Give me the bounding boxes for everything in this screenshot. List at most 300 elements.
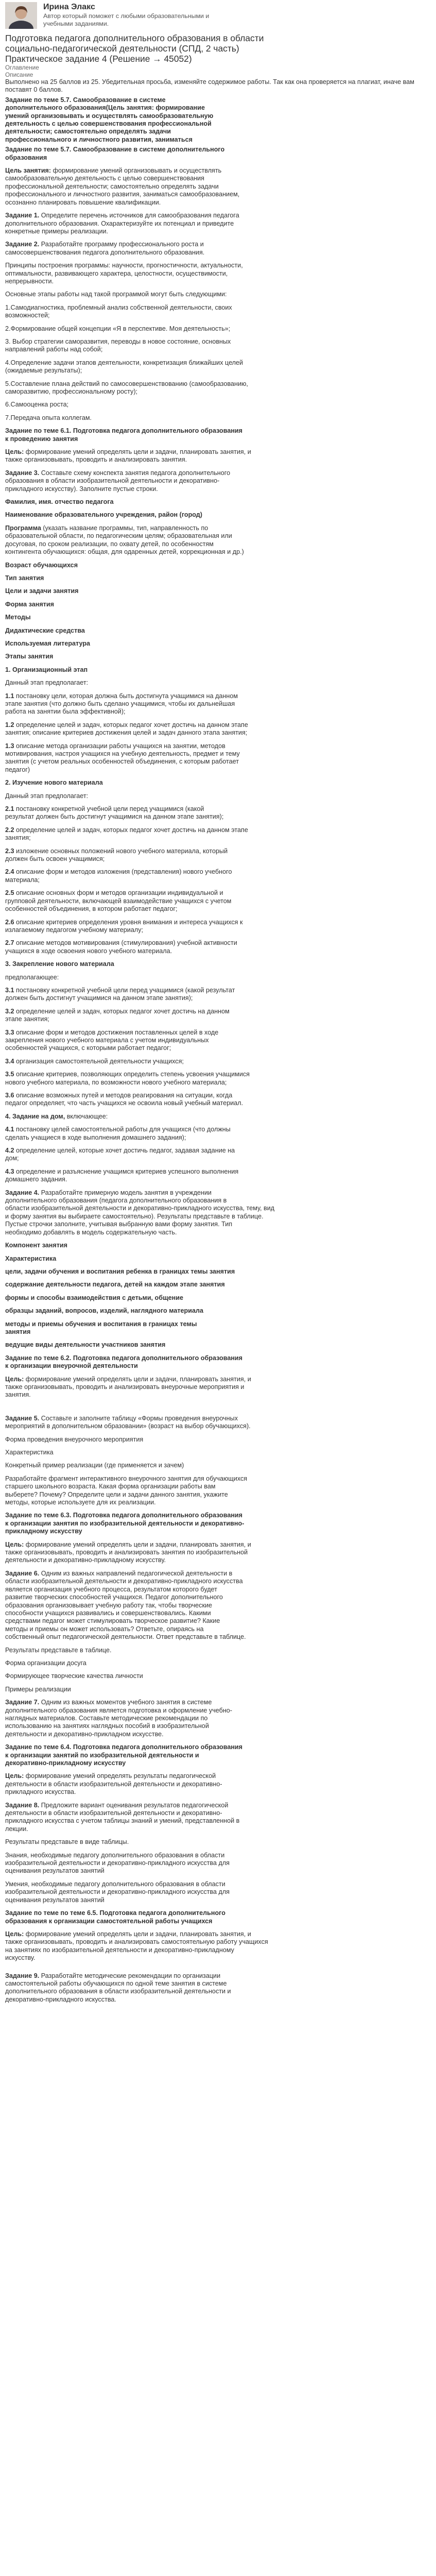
line-label: 3.5: [5, 1071, 14, 1078]
text-line-labeled: [5, 1570, 421, 1578]
text-line: групповой деятельности, включающей взаимодействие учащихся с учетом: [5, 897, 232, 905]
author-about: Автор который поможет с любыми образовательными и учебными заданиями.: [43, 12, 210, 27]
author-avatar[interactable]: [5, 2, 37, 29]
text-line: также организовывать, проводить и анализировать занятия.: [5, 456, 187, 464]
line-label: Задание 4.: [5, 1189, 40, 1196]
text-line-labeled: [5, 241, 421, 248]
text-line-labeled: [5, 469, 421, 477]
paragraph-spacer: [5, 969, 421, 974]
text-line: Данный этап предполагает:: [5, 679, 89, 687]
paragraph-spacer: [5, 396, 421, 401]
text-line: прикладного искусства.: [5, 1788, 76, 1796]
paragraph-spacer: [5, 1121, 421, 1126]
text-line: также организовывать, проводить и анализировать самостоятельную работу учащихся: [5, 1938, 268, 1946]
text-line: самостоятельной работы обучающихся по одной теме занятия в системе: [5, 1979, 227, 1987]
task-title-line: Практическое задание 4 (Решение → 45052): [5, 54, 192, 64]
text-line-labeled: [5, 1058, 421, 1065]
line-label: 2.1: [5, 805, 14, 813]
text-line: области изобразительной деятельности и декоративно-прикладного искусства: [5, 1578, 243, 1585]
text-line: 7.Передача опыта коллегам.: [5, 414, 92, 421]
text-line: средствами педагог может стимулировать творческое развитие? Какие: [5, 1617, 220, 1625]
line-label: 2.5: [5, 889, 14, 897]
heading-line: к организации занятия по изобразительной деятельности и декоративно-: [5, 1519, 245, 1527]
line-label: 2.2: [5, 826, 14, 834]
text-line: дополнительного образования. Охарактеризуйте их потенциал и приведите: [5, 219, 234, 227]
text-line: особенностей учащихся, с которыми работает педагог;: [5, 1044, 171, 1052]
document-body: [5, 96, 421, 2004]
heading-line: формы и способы взаимодействия с детьми, общение: [5, 1294, 184, 1301]
paragraph-spacer: [5, 464, 421, 469]
text-line: старшего школьного возраста. Какая форма организации работы вам: [5, 1483, 216, 1490]
text-line: Данный этап предполагает:: [5, 792, 89, 800]
paragraph-spacer: [5, 1263, 421, 1268]
text-line: Знания, необходимые педагогу дополнительного образования в области: [5, 1851, 225, 1859]
text-line-labeled: [5, 1092, 421, 1099]
heading-line: Задание по теме 6.2. Подготовка педагога дополнительного образования: [5, 1354, 243, 1362]
paragraph-spacer: [5, 661, 421, 666]
paragraph-spacer: [5, 207, 421, 212]
text-line: 5.Составление плана действий по самосовершенствованию (самообразованию,: [5, 380, 248, 387]
paragraph-spacer: [5, 1276, 421, 1281]
heading-line: к организации внеурочной деятельности: [5, 1362, 138, 1370]
paragraph-spacer: [5, 842, 421, 848]
text-line: образовательной области, по педагогическим целям; образовательная или: [5, 532, 232, 540]
text-line: оптимальности, развивающего характера, целостности, осуществимости,: [5, 269, 228, 277]
line-text: Определите перечень источников для самообразования педагога: [39, 212, 239, 219]
paragraph-spacer: [5, 716, 421, 721]
paragraph-spacer: [5, 1302, 421, 1307]
text-line-labeled: [5, 1168, 421, 1176]
line-text: формирование умений определять цели и задачи, планировать занятия, и: [24, 1375, 251, 1383]
line-label: 3.2: [5, 1007, 14, 1015]
paragraph-spacer: [5, 674, 421, 679]
text-line-labeled: [5, 1126, 421, 1133]
text-line: профессиональной деятельности; самостоятельно определять задачи: [5, 182, 219, 190]
text-line: педагог определяет, что часть учащихся не освоила новый учебный материал.: [5, 1099, 243, 1107]
line-text: постановку целей самостоятельной работы для учащихся (что должны: [14, 1126, 231, 1133]
line-label: 4.3: [5, 1167, 14, 1175]
line-text: определение целей и задач, которых педагог хочет достичь на данном этапе: [14, 721, 248, 728]
line-label: 3.6: [5, 1092, 14, 1099]
line-text: Составьте и заполните таблицу «Формы проведения внеурочных: [39, 1414, 238, 1422]
text-line: предполагающее:: [5, 973, 59, 981]
text-line: Пустые строчки заполните, учитывая выбранную вами форму занятия. Тип: [5, 1221, 233, 1228]
paragraph-spacer: [5, 1315, 421, 1320]
text-line-labeled: [5, 1189, 421, 1197]
text-line: использованию на занятиях наглядных пособий в изобразительной: [5, 1722, 209, 1730]
paragraph-spacer: [5, 1536, 421, 1541]
line-label: Цель:: [5, 1930, 24, 1938]
text-line: Разработайте фрагмент интерактивного внеурочного занятия для обучающихся: [5, 1475, 248, 1482]
paragraph-spacer: [5, 1108, 421, 1113]
text-line: деятельности в области изобразительной деятельности и декоративно-: [5, 1809, 222, 1817]
paragraph-spacer: [5, 955, 421, 960]
paragraph-spacer: [5, 622, 421, 627]
paragraph-spacer: [5, 354, 421, 359]
text-line: закрепления нового учебного материала с учетом индивидуальных: [5, 1036, 209, 1044]
paragraph-spacer: [5, 1846, 421, 1852]
line-label: 1.3: [5, 742, 14, 750]
paragraph-spacer: [5, 1003, 421, 1008]
text-line-labeled: [5, 1972, 421, 1980]
paragraph-spacer: [5, 884, 421, 889]
line-label: 2.6: [5, 918, 14, 926]
heading-line: Задание по теме 6.3. Подготовка педагога дополнительного образования: [5, 1512, 243, 1519]
text-line: Результаты представьте в таблице.: [5, 1646, 112, 1654]
line-text: описание метода организации работы учащихся на занятии, методов: [14, 742, 225, 750]
heading-line: 2. Изучение нового материала: [5, 779, 103, 787]
text-line: Конкретный пример реализации (где применяется и зачем): [5, 1462, 184, 1469]
text-line: излагаемому педагогом учебному материалу;: [5, 926, 143, 934]
paragraph-spacer: [5, 422, 421, 427]
heading-line: Задание по теме 6.1. Подготовка педагога дополнительного образования: [5, 427, 243, 435]
text-line: методы, которые используете для их реализации.: [5, 1499, 156, 1506]
paragraph-spacer: [5, 1797, 421, 1802]
text-line-labeled: [5, 1008, 421, 1015]
text-line: 1.Самодиагностика, проблемный анализ собственной деятельности, своих: [5, 303, 232, 311]
paragraph-spacer: [5, 1904, 421, 1909]
paragraph-spacer: [5, 235, 421, 241]
text-line-labeled: [5, 868, 421, 876]
text-line: досуговая, по сроком реализации, по охвату детей, по особенностям: [5, 540, 214, 548]
line-text: Разработайте примерную модель занятия в учреждении: [39, 1189, 212, 1196]
line-text: Разработайте программу профессионального роста и: [39, 241, 204, 248]
line-text: формирование умений определять цели и задачи, планировать занятия, и: [24, 1930, 251, 1938]
text-line: этапе занятия (что должно быть сделано учащимися, чтобы их дальнейшая: [5, 700, 235, 707]
text-line-labeled: [5, 889, 421, 897]
paragraph-spacer: [5, 635, 421, 640]
paragraph-spacer: [5, 981, 421, 987]
paragraph-spacer: [5, 1087, 421, 1092]
line-label: 2.7: [5, 939, 14, 947]
text-line: способности учащихся развивались и совершенствовались. Какими: [5, 1609, 211, 1617]
paragraph-spacer: [5, 1962, 421, 1972]
description-label: Описание: [5, 71, 33, 78]
text-line-labeled: [5, 1930, 421, 1938]
text-line: осознанно планировать повышение квалификации.: [5, 198, 161, 206]
paragraph-spacer: [5, 285, 421, 291]
heading-line: образцы заданий, вопросов, изделий, наглядного материала: [5, 1307, 204, 1315]
line-text: (указать название программы, тип, направленность по: [41, 524, 208, 532]
heading-line: Задание по теме по теме 6.5. Подготовка педагога дополнительного: [5, 1909, 225, 1917]
paragraph-spacer: [5, 1767, 421, 1772]
paragraph-spacer: [5, 257, 421, 262]
heading-line: занятия: [5, 1328, 31, 1335]
paragraph-spacer: [5, 1565, 421, 1570]
text-line-labeled: [5, 1699, 421, 1706]
line-label: Задание 9.: [5, 1972, 40, 1979]
heading-line: прикладному искусству: [5, 1528, 82, 1535]
heading-line: Компонент занятия: [5, 1242, 68, 1249]
text-line-labeled: [5, 1071, 421, 1078]
text-line: контингента обучающихся: общая, для одаренных детей, коррекционная и др.): [5, 548, 244, 556]
line-text: формирование умений определять цели и задачи, планировать занятия, и: [24, 448, 251, 456]
contents-label[interactable]: Оглавление: [5, 64, 39, 71]
paragraph-spacer: [5, 821, 421, 826]
text-line: занятия; описание критериев достижения целей и задач данного этапа занятия;: [5, 729, 248, 737]
heading-line: Задание по теме 5.7. Самообразование в системе дополнительного: [5, 146, 225, 154]
paragraph-spacer: [5, 1693, 421, 1699]
line-text: описание методов мотивирования (стимулирования) учебной активности: [14, 939, 237, 947]
paragraph-spacer: [5, 774, 421, 779]
paragraph-spacer: [5, 1506, 421, 1512]
text-line: результат должен быть достигнут учащимися на данном этапе занятия);: [5, 813, 224, 821]
line-text: формирование умений определять результаты педагогической: [24, 1772, 216, 1780]
text-line-labeled: [5, 1376, 421, 1383]
task-title-line: Подготовка педагога дополнительного образования в области: [5, 33, 264, 43]
heading-line: к организации занятий по изобразительной деятельности и: [5, 1751, 199, 1759]
text-line: выберете? Почему? Определите цели и задачи данного занятия, укажите: [5, 1490, 228, 1498]
text-line-labeled: [5, 448, 421, 456]
text-line-labeled: [5, 939, 421, 947]
text-line: прикладного искусства с учетом таблицы знаний и умений, представленной в: [5, 1817, 240, 1825]
paragraph-spacer: [5, 162, 421, 167]
line-text: описание основных форм и методов организации индивидуальной и: [14, 889, 223, 897]
paragraph-spacer: [5, 787, 421, 792]
line-label: Цель занятия:: [5, 167, 51, 175]
line-label: Программа: [5, 524, 41, 532]
author-profile: [5, 2, 421, 33]
line-text: описание критериев определения уровня внимания и интереса учащихся к: [14, 918, 243, 926]
line-text: Одним из важных моментов учебного занятия в системе: [39, 1699, 212, 1706]
heading-line: методы и приемы обучения и воспитания в границах темы: [5, 1320, 197, 1328]
text-line: нового учебного материала, по возможности нового учебного материала;: [5, 1078, 227, 1086]
text-line-labeled: [5, 805, 421, 813]
line-label: Цель:: [5, 448, 24, 456]
text-line: сделать учащиеся в ходе выполнения домашнего задания);: [5, 1133, 186, 1141]
paragraph-spacer: [5, 1236, 421, 1242]
paragraph-spacer: [5, 1370, 421, 1376]
paragraph-spacer: [5, 1875, 421, 1880]
line-label: Задание 2.: [5, 241, 40, 248]
text-line-labeled: [5, 721, 421, 729]
paragraph-spacer: [5, 582, 421, 587]
text-line: занятия;: [5, 834, 31, 842]
paragraph-spacer: [5, 934, 421, 939]
heading-line: Фамилия, имя. отчество педагога: [5, 498, 114, 506]
text-line-labeled: [5, 1147, 421, 1155]
heading-line: к проведению занятия: [5, 435, 78, 443]
text-line-labeled: [5, 692, 421, 700]
text-line: педагог): [5, 766, 30, 773]
paragraph-spacer: [5, 1399, 421, 1415]
paragraph-spacer: [5, 1142, 421, 1147]
text-line: саморазвитию, профессиональному росту);: [5, 388, 138, 395]
text-line: лекции.: [5, 1825, 28, 1833]
line-text: описание форм и методов достижения поставленных целей в ходе: [14, 1028, 219, 1036]
heading-line: Задание по теме 6.4. Подготовка педагога дополнительного образования: [5, 1743, 243, 1751]
author-name[interactable]: Ирина Элакс: [43, 3, 95, 11]
line-label: 2.3: [5, 847, 14, 855]
text-line-mixed: [5, 1113, 421, 1121]
text-line: оценивания результатов занятий: [5, 1867, 104, 1875]
text-line-labeled: [5, 826, 421, 834]
line-text: Разработайте методические рекомендации по организации: [39, 1972, 221, 1979]
paragraph-spacer: [5, 648, 421, 653]
task-description: Выполнено на 25 баллов из 25. Убедительная просьба, изменяйте содержимое работы. Так как она проверяется на плагиат, иначе вам поставят 0 баллов.: [5, 78, 414, 94]
text-line: изобразительной деятельности и декоративно-прикладного искусства для: [5, 1888, 230, 1896]
paragraph-spacer: [5, 1053, 421, 1058]
text-line: учащихся в ходе освоения нового учебного материала.: [5, 947, 172, 955]
text-line: Результаты представьте в виде таблицы.: [5, 1838, 129, 1846]
text-line: Принципы построения программы: научности, прогностичности, актуальности,: [5, 262, 243, 269]
heading-line: Этапы занятия: [5, 653, 54, 660]
heading-line: Дидактические средства: [5, 626, 85, 634]
line-text: Одним из важных направлений педагогической деятельности в: [39, 1569, 233, 1577]
paragraph-spacer: [5, 299, 421, 304]
paragraph-spacer: [5, 569, 421, 574]
task-title: [5, 33, 421, 64]
heading-line: содержание деятельности педагога, детей на каждом этапе занятия: [5, 1281, 225, 1289]
text-line: конкретные примеры реализации.: [5, 227, 109, 235]
line-label: Задание 3.: [5, 469, 40, 477]
line-label: 3.3: [5, 1028, 14, 1036]
paragraph-spacer: [5, 1667, 421, 1672]
heading-line: профессионального и личностного развития, заниматься: [5, 135, 193, 143]
paragraph-spacer: [5, 1163, 421, 1168]
paragraph-spacer: [5, 409, 421, 414]
line-label: Задание 7.: [5, 1699, 40, 1706]
paragraph-spacer: [5, 519, 421, 524]
line-text: описание возможных путей и методов реагирования на ситуации, когда: [14, 1092, 233, 1099]
paragraph-spacer: [5, 1681, 421, 1686]
avatar-image: [5, 2, 37, 29]
text-line: этапе занятия;: [5, 1015, 49, 1023]
heading-line: декоративно-прикладному искусству: [5, 1759, 126, 1767]
paragraph-spacer: [5, 1336, 421, 1341]
paragraph-spacer: [5, 1925, 421, 1930]
text-line: изобразительной деятельности и декоративно-прикладного искусства для: [5, 1859, 230, 1867]
line-text: включающее:: [65, 1112, 108, 1120]
text-line-labeled: [5, 919, 421, 926]
text-line: Примеры реализации: [5, 1685, 71, 1693]
text-line: домашнего задания.: [5, 1176, 67, 1183]
paragraph-spacer: [5, 1024, 421, 1029]
text-line: дом;: [5, 1155, 19, 1162]
text-line: работа на занятии была эффективной);: [5, 708, 126, 716]
text-line: на занятиях по изобразительной деятельности и декоративно-прикладному: [5, 1946, 234, 1954]
heading-line: Тип занятия: [5, 574, 44, 582]
text-line: прикладного искусству). Заполните пустые строки.: [5, 485, 158, 493]
heading-line: образования к организации самостоятельной работы учащихся: [5, 1917, 213, 1925]
text-line: Форма проведения внеурочного мероприятия: [5, 1435, 144, 1443]
line-label: Задание 5.: [5, 1414, 40, 1422]
text-line-labeled: [5, 1541, 421, 1549]
text-line: и форму занятия вы выбираете самостоятельно). Результаты представьте в таблице.: [5, 1212, 264, 1220]
heading-line: деятельности; самостоятельно определять задачи: [5, 128, 171, 135]
text-line: мероприятий в дополнительном образовании» (возраст на выбор обучающихся).: [5, 1422, 251, 1430]
text-line: деятельности в области изобразительной деятельности и декоративно-: [5, 1780, 222, 1788]
paragraph-spacer: [5, 375, 421, 380]
text-line: деятельности и декоративно-прикладном искусстве.: [5, 1730, 164, 1738]
paragraph-spacer: [5, 556, 421, 562]
line-label: Цель:: [5, 1375, 24, 1383]
text-line: направлений работы над собой;: [5, 346, 103, 353]
line-label: Задание 1.: [5, 212, 40, 219]
paragraph-spacer: [5, 1470, 421, 1475]
heading-line: Характеристика: [5, 1255, 57, 1262]
paragraph-spacer: [5, 1250, 421, 1255]
paragraph-spacer: [5, 596, 421, 601]
line-text: постановку цели, которая должна быть достигнута учащимися на данном: [14, 692, 238, 700]
text-line: должен быть достигнут учащимися на данном этапе занятия);: [5, 994, 193, 1002]
text-line-labeled: [5, 1772, 421, 1780]
text-line: также организовывать, проводить и анализировать внеурочные мероприятия и: [5, 1383, 245, 1391]
text-line: 2.Формирование общей концепции «Я в перспективе. Моя деятельность»;: [5, 325, 231, 332]
text-line-labeled: [5, 1029, 421, 1037]
line-text: описание форм и методов изложения (представления) нового учебного: [14, 868, 232, 876]
line-text: Предложите вариант оценивания результатов педагогической: [39, 1801, 229, 1809]
text-line: декоративно-прикладного искусства.: [5, 1995, 116, 2003]
text-line: материала;: [5, 876, 40, 884]
text-line: Форма организации досуга: [5, 1659, 86, 1667]
text-line: является организация учебного процесса, результатом которого будет: [5, 1585, 217, 1593]
text-line-labeled: [5, 524, 421, 532]
text-line-labeled: [5, 742, 421, 750]
heading-line: Задание по теме 5.7. Самообразование в системе: [5, 96, 166, 104]
line-label: 1.1: [5, 692, 14, 700]
line-label: 4.1: [5, 1126, 14, 1133]
paragraph-spacer: [5, 1654, 421, 1659]
line-text: определение целей и задач, которых педагог хочет достичь на данном этапе: [14, 826, 248, 834]
text-line: образования организовывает учебную работу так, чтобы творческие: [5, 1601, 213, 1609]
text-line: 3. Выбор стратегии саморазвития, переводы в новое состояние, основных: [5, 337, 231, 345]
text-line: дополнительного образования в области изобразительной деятельности и: [5, 1988, 231, 1995]
text-line: необходимо добавлять в модель содержательную часть.: [5, 1228, 177, 1236]
paragraph-spacer: [5, 737, 421, 742]
text-line: дополнительного образования является подготовка и оформление учебно-: [5, 1706, 232, 1714]
line-text: формирование умений определять цели и задачи, планировать занятия, и: [24, 1540, 251, 1548]
heading-line: образования: [5, 154, 47, 161]
text-line: особенностей объединения, в котором работает педагог;: [5, 905, 178, 913]
text-line-labeled: [5, 167, 421, 175]
paragraph-spacer: [5, 1289, 421, 1294]
paragraph-spacer: [5, 1431, 421, 1436]
text-line: собственный опыт педагогической деятельности. Ответ представьте в таблице.: [5, 1633, 246, 1641]
text-line: методы и приемы он может использовать? Ответьте, опираясь на: [5, 1625, 204, 1633]
paragraph-spacer: [5, 333, 421, 338]
paragraph-spacer: [5, 1641, 421, 1647]
task-title-line: социально-педагогической деятельности (СПД, 2 часть): [5, 43, 239, 54]
line-text: описание критериев, позволяющих определить степень усвоения учащимися: [14, 1071, 250, 1078]
text-line-labeled: [5, 212, 421, 219]
line-text: изложение основных положений нового учебного материала, который: [14, 847, 228, 855]
text-line-labeled: [5, 1802, 421, 1809]
line-text: постановку конкретной учебной цели перед учащимися (какой: [14, 805, 204, 813]
line-label: 1.2: [5, 721, 14, 728]
paragraph-spacer: [5, 687, 421, 692]
text-line: непрерывности.: [5, 277, 54, 285]
paragraph-spacer: [5, 320, 421, 325]
text-line: Формирующее творческие качества личности: [5, 1672, 143, 1680]
line-heading: 4. Задание на дом,: [5, 1112, 65, 1120]
line-text: определение и разъяснение учащимся критериев успешного выполнения: [14, 1167, 239, 1175]
text-line-labeled: [5, 987, 421, 994]
text-line: оценивания результатов занятий: [5, 1896, 104, 1904]
line-text: постановку конкретной учебной цели перед учащимися (какой результат: [14, 986, 235, 994]
paragraph-spacer: [5, 506, 421, 511]
text-line: самообразовательную деятельность с целью совершенствования: [5, 175, 205, 182]
text-line-labeled: [5, 1415, 421, 1422]
line-label: 2.4: [5, 868, 14, 876]
paragraph-spacer: [5, 608, 421, 614]
text-line: области изобразительной деятельности и декоративно-прикладного искусства, тему, вид: [5, 1205, 275, 1212]
text-line: наглядных материалов. Составьте методические рекомендации по: [5, 1714, 208, 1722]
line-label: Цель:: [5, 1540, 24, 1548]
text-line: деятельности и декоративно-прикладному искусству.: [5, 1556, 166, 1564]
text-line: образования в области изобразительной деятельности и декоративно-: [5, 477, 220, 485]
heading-line: ведущие виды деятельности участников занятия: [5, 1341, 166, 1349]
